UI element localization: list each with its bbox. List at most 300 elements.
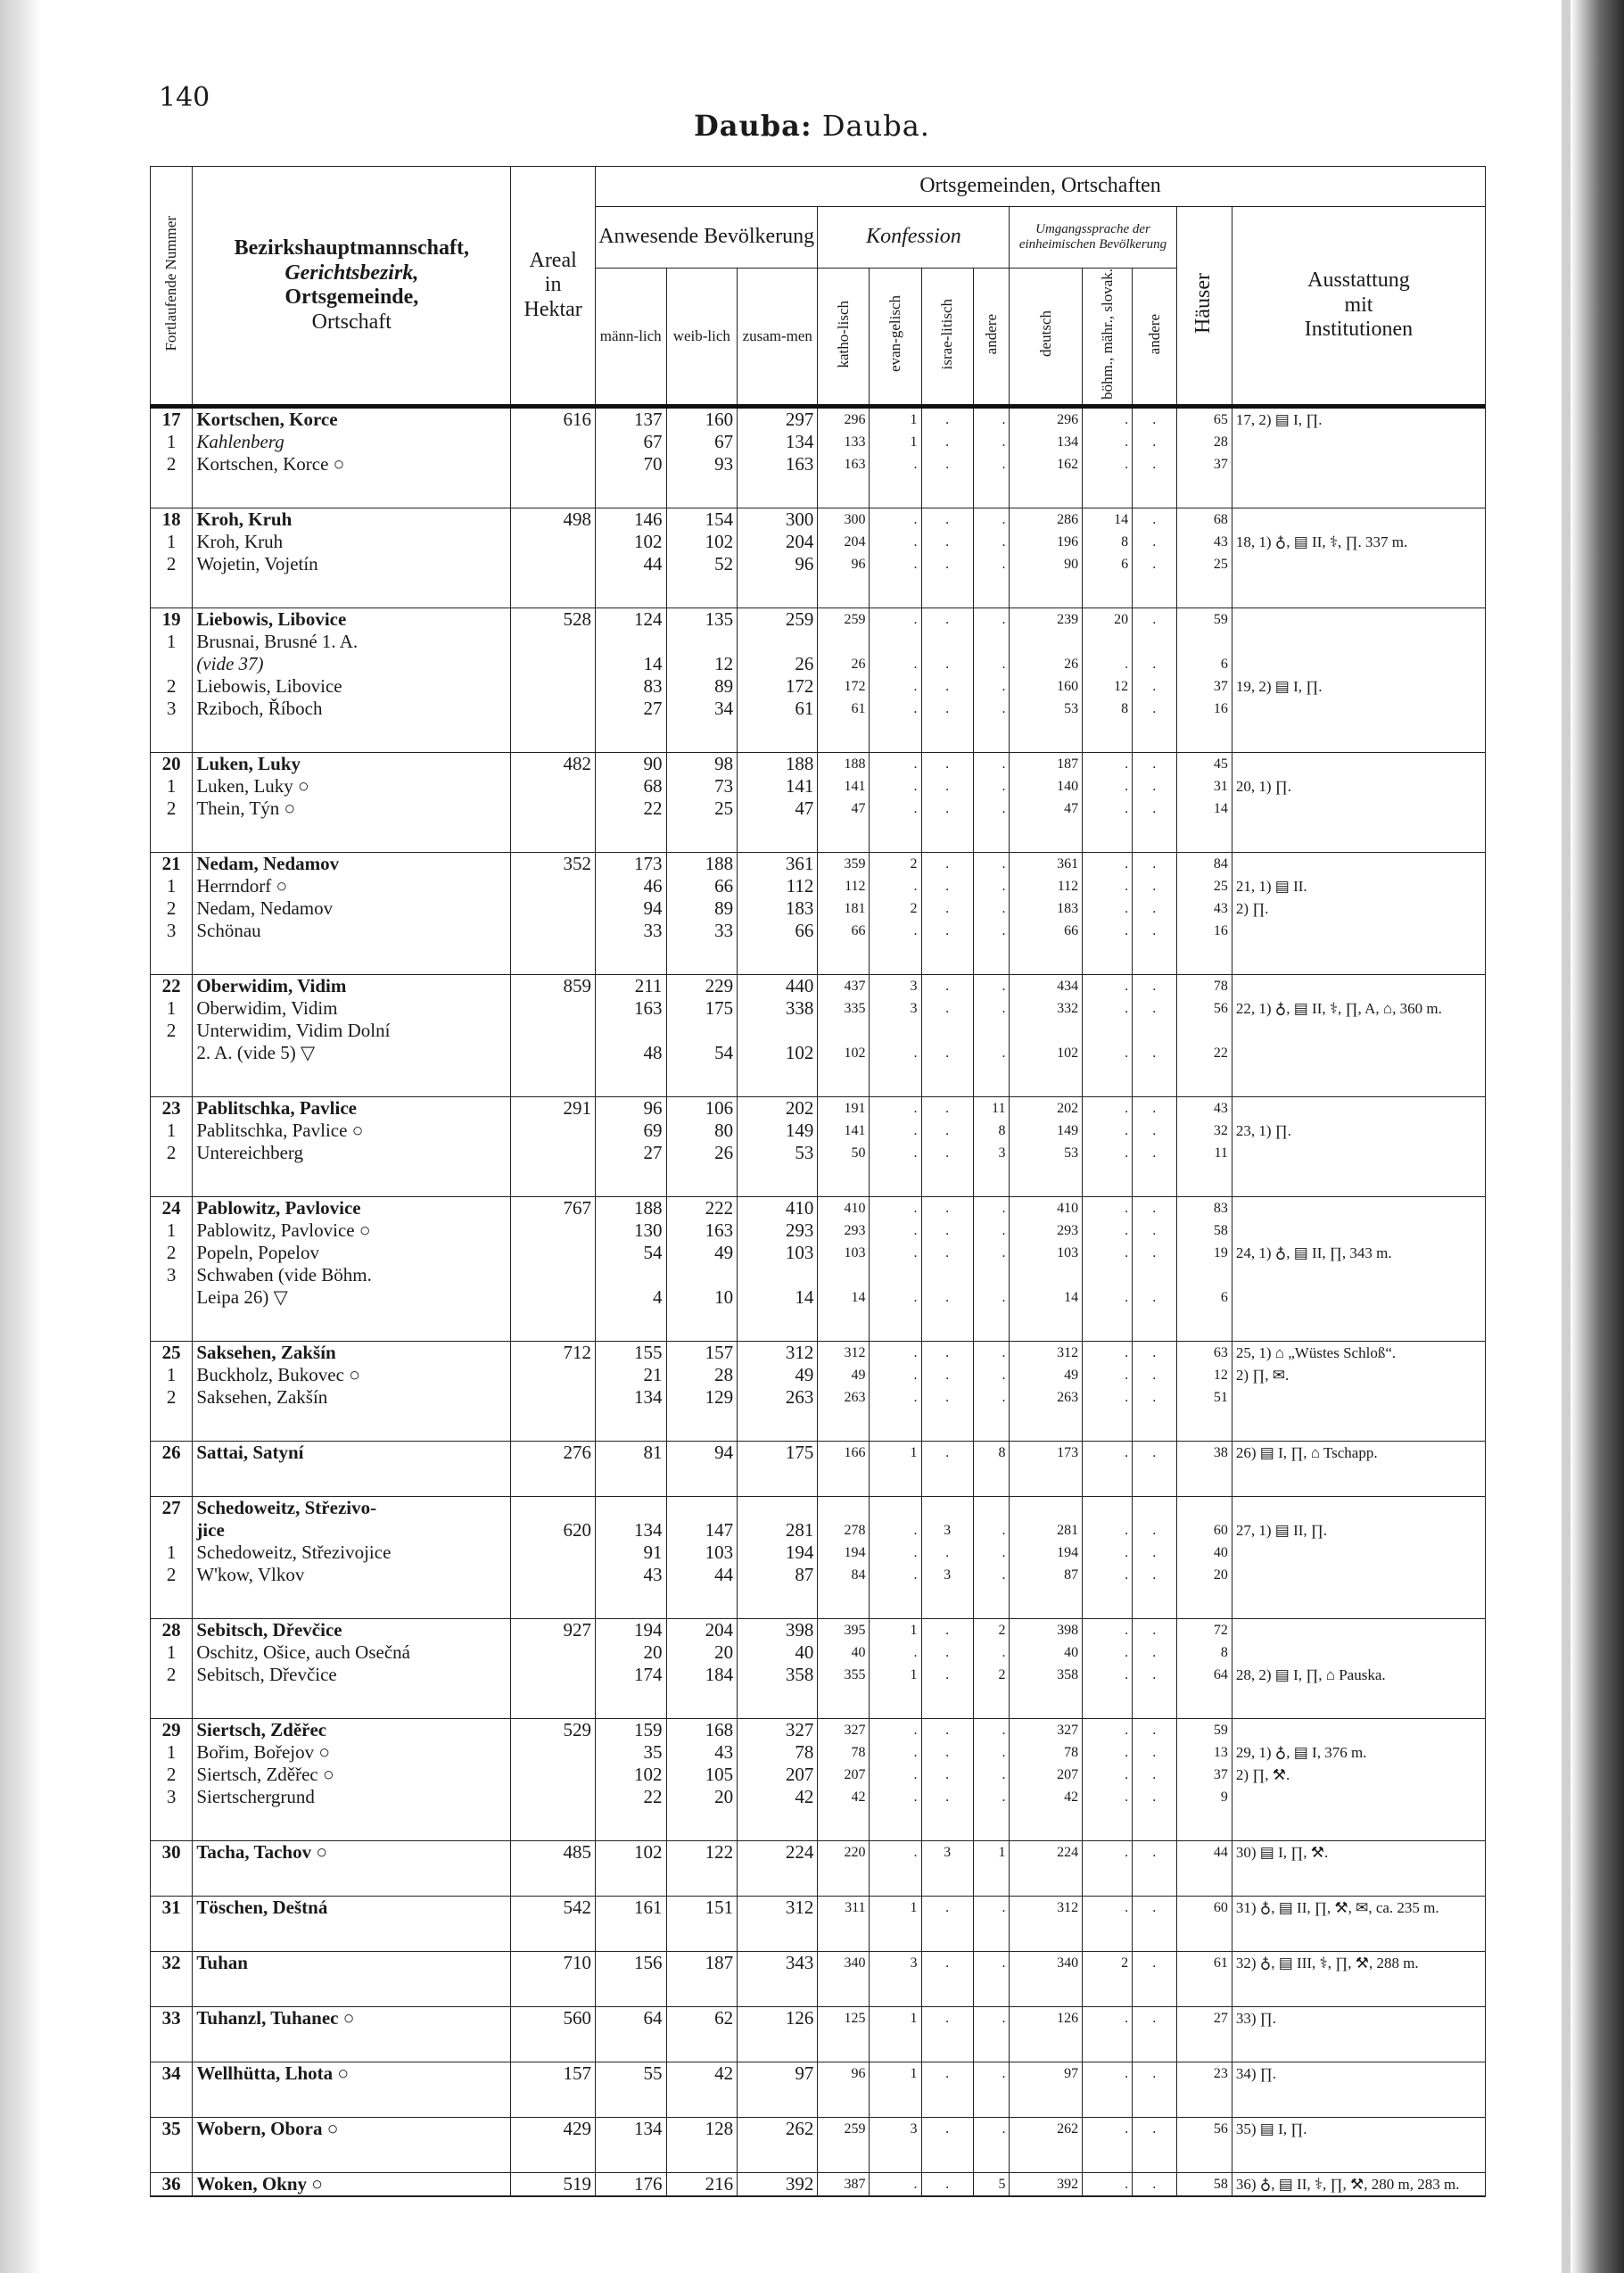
pop-female: 128 [666,2118,738,2141]
lang-other: . [1133,1542,1176,1564]
conf-evangelic: . [870,920,921,942]
area-hectare [511,1286,596,1309]
row-number: 2 [151,1386,193,1409]
pop-female: 98 [666,753,738,776]
pop-female: 184 [666,1664,738,1686]
row-number: 2 [151,1142,193,1164]
lang-german: 103 [1010,1242,1083,1264]
pop-male: 64 [595,2007,666,2030]
row-number: 1 [151,1364,193,1386]
conf-israelite: . [921,1719,973,1742]
conf-israelite: . [921,875,973,897]
area-hectare: 482 [511,753,596,776]
lang-bohemian: . [1083,1197,1133,1220]
pop-male: 102 [595,1764,666,1786]
area-hectare: 519 [511,2173,596,2197]
pop-female: 122 [666,1841,738,1864]
place-name: Sebitsch, Dřevčice [193,1619,511,1642]
institutions: 35) ▤ I, ∏. [1232,2118,1485,2141]
pop-male: 130 [595,1219,666,1242]
group-gap [151,2140,1486,2173]
lang-german: 49 [1010,1364,1083,1386]
lang-other: . [1133,1952,1176,1975]
conf-catholic: 437 [818,975,870,998]
lang-bohemian [1083,1020,1133,1042]
lang-bohemian: . [1083,1519,1133,1542]
conf-israelite: . [921,1342,973,1365]
institutions [1232,1142,1485,1164]
institutions: 30) ▤ I, ∏, ⚒. [1232,1841,1485,1864]
lang-german: 47 [1010,798,1083,820]
row-number: 3 [151,1786,193,1808]
institutions: 23, 1) ∏. [1232,1120,1485,1142]
houses: 6 [1176,653,1232,675]
place-name: Töschen, Deštná [193,1897,511,1920]
lang-bohemian: 14 [1083,508,1133,532]
lang-german: 183 [1010,897,1083,920]
table-row [151,1897,1486,1920]
institutions [1232,631,1485,653]
area-hectare: 529 [511,1719,596,1742]
lang-german: 361 [1010,853,1083,876]
row-number: 22 [151,975,193,998]
houses: 65 [1176,407,1232,432]
conf-catholic: 47 [818,798,870,820]
row-number: 31 [151,1897,193,1920]
conf-catholic: 395 [818,1619,870,1642]
lang-other: . [1133,875,1176,897]
table-row [151,1497,1486,1520]
pop-female: 25 [666,798,738,820]
conf-catholic: 300 [818,508,870,532]
houses: 44 [1176,1841,1232,1864]
conf-catholic: 141 [818,1120,870,1142]
conf-other: . [973,2118,1010,2141]
pop-male [595,1020,666,1042]
pop-male: 55 [595,2062,666,2086]
houses: 64 [1176,1664,1232,1686]
row-number: 17 [151,407,193,432]
pop-male: 46 [595,875,666,897]
houses: 60 [1176,1519,1232,1542]
pop-total: 66 [738,920,818,942]
area-hectare [511,997,596,1020]
pop-total: 126 [738,2007,818,2030]
conf-catholic [818,631,870,653]
pop-male: 188 [595,1197,666,1220]
table-row [151,1386,1486,1409]
lang-bohemian: 8 [1083,531,1133,553]
conf-israelite: . [921,675,973,698]
conf-evangelic [870,1497,921,1520]
lang-other: . [1133,997,1176,1020]
pop-male: 27 [595,1142,666,1164]
lang-bohemian: 8 [1083,698,1133,720]
conf-other: . [973,1286,1010,1309]
table-row [151,875,1486,897]
header-group-population: Anwesende Bevölkerung [595,207,817,269]
conf-evangelic: . [870,1219,921,1242]
institutions: 32) ♁, ▤ III, ⚕, ∏, ⚒, 288 m. [1232,1952,1485,1975]
lang-german: 149 [1010,1120,1083,1142]
pop-total: 163 [738,453,818,475]
conf-catholic: 194 [818,1542,870,1564]
conf-evangelic: . [870,1242,921,1264]
lang-bohemian: . [1083,1619,1133,1642]
conf-israelite: . [921,1542,973,1564]
pop-total: 87 [738,1564,818,1586]
conf-evangelic: . [870,675,921,698]
houses: 60 [1176,1897,1232,1920]
conf-evangelic: 1 [870,1442,921,1465]
header-pop-male: männ-lich [595,269,666,407]
area-hectare [511,1020,596,1042]
pop-male: 54 [595,1242,666,1264]
conf-evangelic: 1 [870,2007,921,2030]
lang-bohemian: . [1083,1564,1133,1586]
conf-evangelic: . [870,775,921,798]
page-title-rest: Dauba. [821,109,930,143]
pop-total: 96 [738,553,818,575]
conf-evangelic: . [870,1097,921,1120]
conf-evangelic: . [870,1386,921,1409]
conf-evangelic: . [870,1786,921,1808]
pop-total: 207 [738,1764,818,1786]
pop-female: 94 [666,1442,738,1465]
houses: 40 [1176,1542,1232,1564]
conf-evangelic: . [870,698,921,720]
table-row [151,508,1486,532]
pop-total: 183 [738,897,818,920]
pop-total: 358 [738,1664,818,1686]
pop-total [738,631,818,653]
lang-german: 194 [1010,1542,1083,1564]
lang-bohemian: . [1083,1097,1133,1120]
area-hectare: 542 [511,1897,596,1920]
institutions [1232,1386,1485,1409]
page-number: 140 [159,82,210,113]
pop-total: 338 [738,997,818,1020]
pop-female: 163 [666,1219,738,1242]
lang-german: 332 [1010,997,1083,1020]
pop-male: 43 [595,1564,666,1586]
table-row [151,1641,1486,1664]
lang-other: . [1133,920,1176,942]
conf-evangelic: 1 [870,407,921,432]
lang-bohemian: . [1083,2173,1133,2197]
institutions: 25, 1) ⌂ „Wüstes Schloß“. [1232,1342,1485,1365]
pop-female: 43 [666,1741,738,1764]
conf-catholic: 102 [818,1042,870,1064]
institutions: 28, 2) ▤ I, ∏, ⌂ Pauska. [1232,1664,1485,1686]
area-hectare [511,1142,596,1164]
pop-male: 173 [595,853,666,876]
table-row [151,531,1486,553]
lang-bohemian: . [1083,1641,1133,1664]
institutions: 18, 1) ♁, ▤ II, ⚕, ∏. 337 m. [1232,531,1485,553]
row-number: 1 [151,1641,193,1664]
area-hectare: 767 [511,1197,596,1220]
conf-other: . [973,453,1010,475]
pop-male: 48 [595,1042,666,1064]
pop-male: 4 [595,1286,666,1309]
houses: 68 [1176,508,1232,532]
conf-catholic: 327 [818,1719,870,1742]
place-name: Schedoweitz, Střezivojice [193,1542,511,1564]
pop-female: 154 [666,508,738,532]
houses: 31 [1176,775,1232,798]
institutions: 19, 2) ▤ I, ∏. [1232,675,1485,698]
lang-german: 112 [1010,875,1083,897]
pop-male: 146 [595,508,666,532]
conf-israelite: . [921,1386,973,1409]
conf-israelite: . [921,1286,973,1309]
conf-catholic: 259 [818,2118,870,2141]
area-hectare [511,920,596,942]
header-col-district: Bezirkshauptmannschaft, Gerichtsbezirk, Ortsgemeinde, Ortschaft [193,167,511,407]
conf-other: . [973,1741,1010,1764]
conf-other: . [973,1042,1010,1064]
lang-bohemian: . [1083,753,1133,776]
pop-male: 176 [595,2173,666,2197]
pop-male: 69 [595,1120,666,1142]
pop-female: 28 [666,1364,738,1386]
row-number: 2 [151,798,193,820]
lang-other: . [1133,1841,1176,1864]
area-hectare [511,431,596,453]
place-name: Rziboch, Říboch [193,698,511,720]
table-row [151,2062,1486,2086]
area-hectare: 352 [511,853,596,876]
lang-german: 263 [1010,1386,1083,1409]
lang-german: 42 [1010,1786,1083,1808]
institutions [1232,1786,1485,1808]
place-name: Luken, Luky [193,753,511,776]
lang-other: . [1133,653,1176,675]
lang-other: . [1133,1664,1176,1686]
conf-other: . [973,1242,1010,1264]
place-name: Brusnai, Brusné 1. A. [193,631,511,653]
houses: 11 [1176,1142,1232,1164]
place-name: Buckholz, Bukovec ○ [193,1364,511,1386]
conf-catholic [818,1497,870,1520]
group-gap [151,1164,1486,1197]
lang-german: 78 [1010,1741,1083,1764]
area-hectare [511,1786,596,1808]
conf-evangelic: . [870,1342,921,1365]
pop-total: 343 [738,1952,818,1975]
scan-edge-left [0,0,41,2273]
lang-bohemian [1083,631,1133,653]
pop-female: 54 [666,1042,738,1064]
row-number: 36 [151,2173,193,2197]
lang-other: . [1133,531,1176,553]
header-group-ortsgemeinden: Ortsgemeinden, Ortschaften [595,167,1485,207]
row-number: 35 [151,2118,193,2141]
place-name: Unterwidim, Vidim Dolní [193,1020,511,1042]
conf-catholic: 103 [818,1242,870,1264]
conf-evangelic: . [870,753,921,776]
conf-israelite: . [921,1364,973,1386]
pop-male: 68 [595,775,666,798]
conf-catholic: 188 [818,753,870,776]
pop-female: 52 [666,553,738,575]
institutions: 2) ∏. [1232,897,1485,920]
conf-evangelic: 2 [870,897,921,920]
houses: 72 [1176,1619,1232,1642]
conf-catholic: 263 [818,1386,870,1409]
conf-catholic: 125 [818,2007,870,2030]
conf-israelite [921,1020,973,1042]
place-name: Thein, Týn ○ [193,798,511,820]
table-row [151,1786,1486,1808]
table-row [151,2118,1486,2141]
lang-other: . [1133,1219,1176,1242]
conf-other: . [973,1897,1010,1920]
pop-male: 102 [595,531,666,553]
area-hectare [511,1741,596,1764]
conf-israelite: . [921,1120,973,1142]
conf-israelite: . [921,1641,973,1664]
conf-evangelic: . [870,1564,921,1586]
header-conf-evangelic: evan-gelisch [870,269,921,407]
row-number: 2 [151,675,193,698]
lang-bohemian: 6 [1083,553,1133,575]
pop-total [738,1264,818,1286]
row-number: 25 [151,1342,193,1365]
row-number: 26 [151,1442,193,1465]
lang-german: 26 [1010,653,1083,675]
lang-german: 134 [1010,431,1083,453]
lang-other: . [1133,1719,1176,1742]
area-hectare: 157 [511,2062,596,2086]
place-name: Pablitschka, Pavlice [193,1097,511,1120]
lang-german: 398 [1010,1619,1083,1642]
institutions [1232,453,1485,475]
conf-catholic [818,1264,870,1286]
row-number [151,1286,193,1309]
pop-female: 175 [666,997,738,1020]
area-hectare [511,1564,596,1586]
conf-israelite: . [921,2173,973,2197]
conf-catholic: 50 [818,1142,870,1164]
pop-male: 67 [595,431,666,453]
lang-german: 293 [1010,1219,1083,1242]
pop-male: 44 [595,553,666,575]
houses: 9 [1176,1786,1232,1808]
conf-other: . [973,920,1010,942]
conf-israelite [921,1497,973,1520]
lang-bohemian: . [1083,1442,1133,1465]
conf-evangelic: 1 [870,2062,921,2086]
row-number: 1 [151,775,193,798]
area-hectare [511,1242,596,1264]
conf-evangelic: . [870,1286,921,1309]
conf-other: . [973,1719,1010,1742]
group-gap [151,2085,1486,2118]
pop-male: 70 [595,453,666,475]
row-number: 32 [151,1952,193,1975]
table-row [151,1342,1486,1365]
header-conf-other: andere [973,269,1010,407]
lang-other [1133,631,1176,653]
area-hectare [511,775,596,798]
place-name: Kroh, Kruh [193,531,511,553]
institutions: 33) ∏. [1232,2007,1485,2030]
lang-german: 53 [1010,1142,1083,1164]
pop-female: 20 [666,1786,738,1808]
conf-israelite: . [921,2007,973,2030]
institutions: 31) ♁, ▤ II, ∏, ⚒, ✉, ca. 235 m. [1232,1897,1485,1920]
pop-male: 159 [595,1719,666,1742]
area-hectare [511,631,596,653]
table-row [151,897,1486,920]
houses: 32 [1176,1120,1232,1142]
row-number: 2 [151,1764,193,1786]
lang-bohemian: . [1083,798,1133,820]
conf-other: . [973,753,1010,776]
pop-total: 327 [738,1719,818,1742]
institutions [1232,1286,1485,1309]
lang-german [1010,1020,1083,1042]
table-row [151,975,1486,998]
place-name: Tuhan [193,1952,511,1975]
lang-bohemian: . [1083,920,1133,942]
pop-total: 53 [738,1142,818,1164]
conf-israelite: . [921,975,973,998]
lang-other: . [1133,698,1176,720]
lang-other: . [1133,1619,1176,1642]
header-lang-bohemian: böhm., mähr., slovak. [1083,269,1133,407]
pop-male: 83 [595,675,666,698]
conf-catholic: 340 [818,1952,870,1975]
pop-female: 129 [666,1386,738,1409]
row-number: 19 [151,608,193,632]
place-name: Kortschen, Korce [193,407,511,432]
houses: 43 [1176,897,1232,920]
place-name: Pablowitz, Pavlovice ○ [193,1219,511,1242]
conf-israelite: . [921,1786,973,1808]
pop-female [666,1497,738,1520]
conf-other: . [973,407,1010,432]
pop-male: 163 [595,997,666,1020]
pop-female: 44 [666,1564,738,1586]
institutions [1232,553,1485,575]
lang-other: . [1133,798,1176,820]
lang-bohemian: . [1083,1542,1133,1564]
conf-evangelic: . [870,1741,921,1764]
place-name: Wobern, Obora ○ [193,2118,511,2141]
pop-total: 262 [738,2118,818,2141]
pop-female: 62 [666,2007,738,2030]
conf-israelite: 3 [921,1841,973,1864]
header-conf-catholic: katho-lisch [818,269,870,407]
pop-total: 202 [738,1097,818,1120]
lang-german: 66 [1010,920,1083,942]
pop-total: 300 [738,508,818,532]
area-hectare: 291 [511,1097,596,1120]
houses: 59 [1176,608,1232,632]
lang-bohemian: . [1083,2007,1133,2030]
conf-evangelic: 3 [870,997,921,1020]
row-number [151,653,193,675]
institutions: 2) ∏, ✉. [1232,1364,1485,1386]
table-row [151,698,1486,720]
houses: 51 [1176,1386,1232,1409]
pop-male: 161 [595,1897,666,1920]
conf-other: . [973,698,1010,720]
conf-evangelic: . [870,553,921,575]
